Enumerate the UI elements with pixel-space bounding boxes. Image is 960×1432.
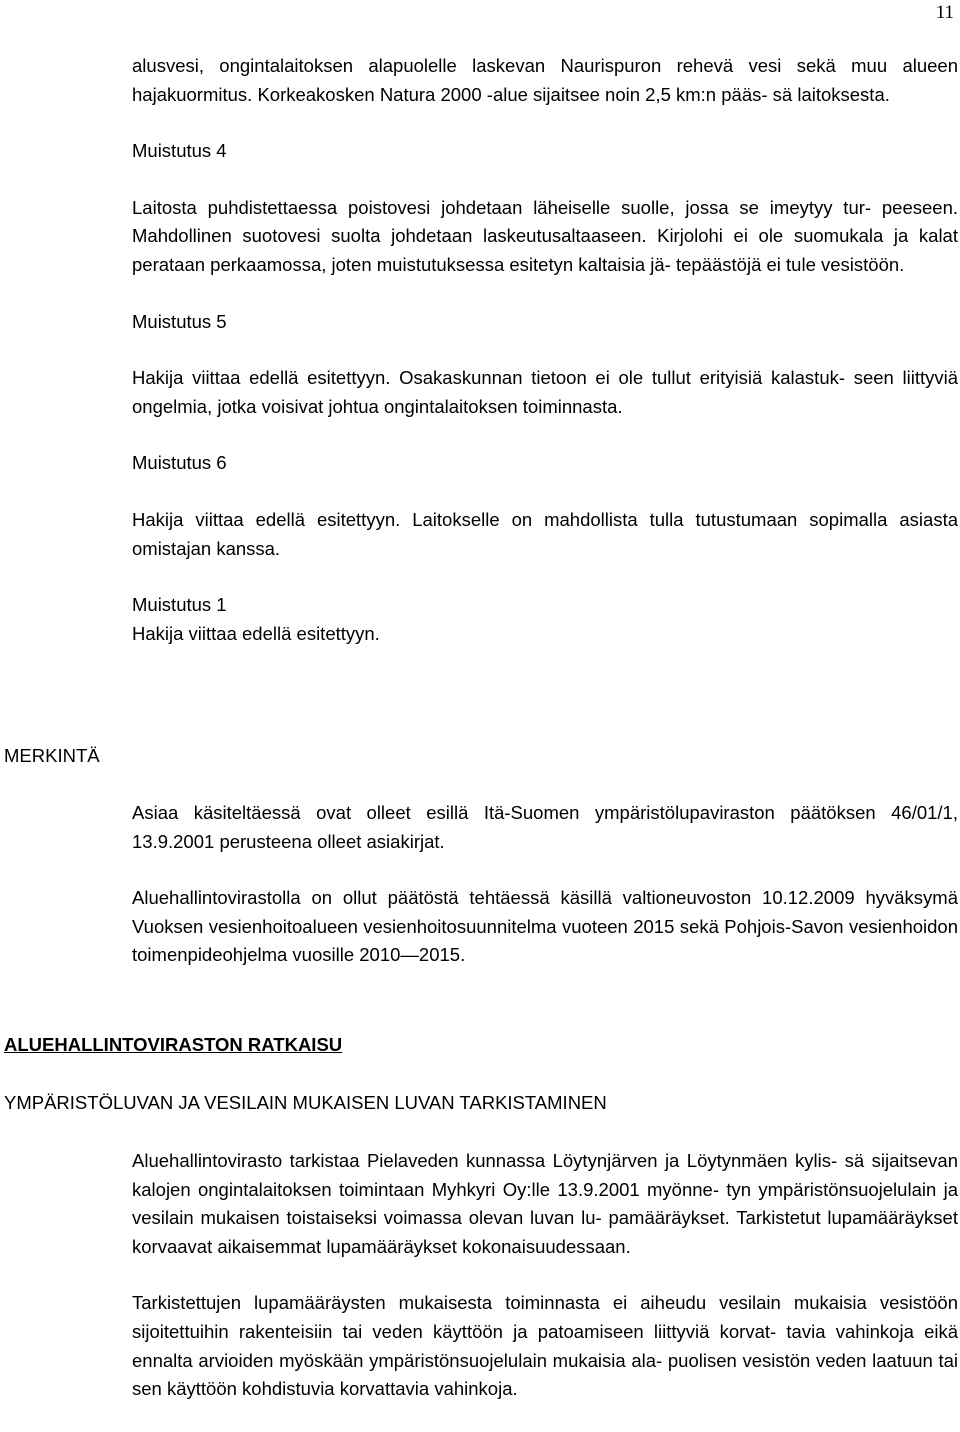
text-line: Aluehallintovirasto tarkistaa Pielaveden kunnassa Löytynjärven ja Löytynmäen kylis- [132,1150,838,1171]
text-line: 46/01/1, 13.9.2001 perusteena olleet asiakirjat. [132,802,958,852]
merkinta-paragraph-2 [132,884,958,970]
decision-heading: ALUEHALLINTOVIRASTON RATKAISU [4,1034,343,1055]
text-line: asiasta omistajan kanssa. [132,508,958,559]
text-line: pamääräykset. Tarkistetut lupamääräykset korvaavat aikaisemmat lupamääräykset [132,1207,958,1257]
objection-6-reply [132,506,958,563]
intro-paragraph [132,52,958,109]
objection-1-heading: Muistutus 1 [132,594,227,616]
decision-paragraph-1 [132,1147,958,1261]
text-line: Hakija viittaa edellä esitettyyn. Laitokselle on mahdollista tulla tutustumaan sopimalla [132,508,888,530]
text-line: alusvesi, ongintalaitoksen alapuolelle laskevan Naurispuron rehevä vesi sekä muu [132,55,888,76]
objection-6-heading: Muistutus 6 [132,452,227,474]
page-number: 11 [935,2,954,23]
objection-4-heading: Muistutus 4 [132,140,227,162]
text-line: Hakija viittaa edellä esitettyyn. Osakaskunnan tietoon ei ole tullut erityisiä kalastuk- [132,367,846,389]
text-line: kokonaisuudessaan. [462,1235,631,1257]
objection-4-reply [132,194,958,280]
objection-replies [132,52,958,648]
text-line: puolisen vesistön veden laatuun tai sen käyttöön kohdistuvia korvattavia vahinkoja. [132,1349,959,1400]
merkinta-body [132,799,958,970]
decision-body [132,1147,958,1404]
text-line: vesistöön sijoitettuihin rakenteisiin tai veden käyttöön ja patoamiseen liittyviä korvat- [132,1292,958,1342]
text-line: Asiaa käsiteltäessä ovat olleet esillä Itä-Suomen ympäristölupaviraston päätöksen [132,802,876,823]
permit-review-subheading: YMPÄRISTÖLUVAN JA VESILAIN MUKAISEN LUVAN TARKISTAMINEN [4,1092,607,1113]
text-line: Laitosta puhdistettaessa poistovesi johdetaan läheiselle suolle, jossa se imeytyy tur- [132,196,872,218]
text-line: tepäästöjä ei tule vesistöön. [675,253,905,275]
text-line: Aluehallintovirastolla on ollut päätöstä tehtäessä käsillä valtioneuvoston 10.12.2009 [132,887,855,909]
text-line: alueen hajakuormitus. Korkeakosken Natura 2000 -alue sijaitsee noin 2,5 km:n pääs- [132,55,959,105]
objection-5-heading: Muistutus 5 [132,310,227,332]
text-line: sä laitoksesta. [772,83,890,105]
text-line: Pohjois-Savon vesienhoidon toimenpideohjelma vuosille 2010—2015. [132,915,959,966]
merkinta-label: MERKINTÄ [4,745,100,766]
text-line: seen liittyviä ongelmia, jotka voisivat johtua ongintalaitoksen toiminnasta. [132,367,959,417]
text-line: hyväksymä Vuoksen vesienhoitoalueen vesienhoitosuunnitelma vuoteen 2015 sekä [132,887,959,937]
merkinta-paragraph-1 [132,799,958,856]
text-line: Tarkistettujen lupamääräysten mukaisesta toiminnasta ei aiheudu vesilain mukaisia [132,1292,867,1314]
decision-paragraph-2 [132,1289,958,1403]
text-line: sä sijaitsevan kalojen ongintalaitoksen toimintaan Myhkyri Oy:lle 13.9.2001 myönne- [132,1150,958,1200]
text-line: suomukala ja kalat perataan perkaamossa, joten muistutuksessa esitetyn kaltaisia jä- [132,225,958,275]
objection-5-reply [132,364,958,421]
text-line: tyn ympäristönsuojelulain ja vesilain mukaisen toistaiseksi voimassa olevan luvan lu- [132,1178,958,1229]
text-line: tavia vahinkoja eikä ennalta arvioiden myöskään ympäristönsuojelulain mukaisia ala- [132,1320,959,1371]
objection-1-reply: Hakija viittaa edellä esitettyyn. [132,622,380,644]
text-line: peeseen. Mahdollinen suotovesi suolta johdetaan laskeutusaltaaseen. Kirjolohi ei ole [132,196,959,247]
